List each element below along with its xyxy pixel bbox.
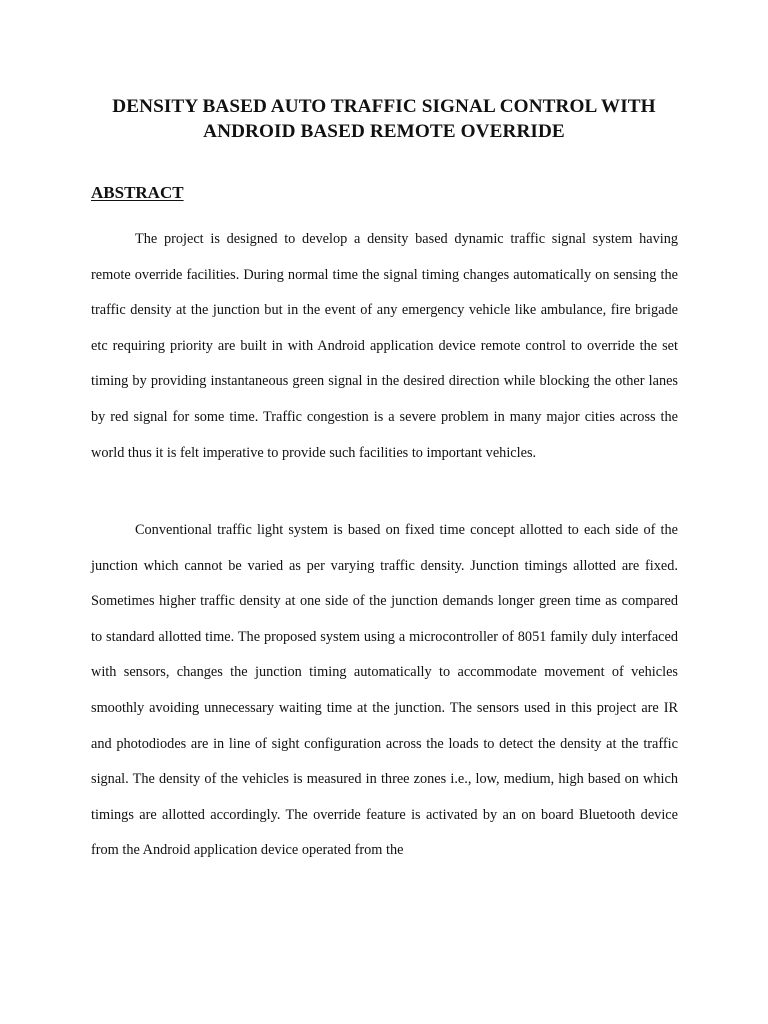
abstract-paragraph-1: The project is designed to develop a density based dynamic traffic signal system having remote override facilities. During normal time the signal timing changes automatically on sensing the traffic density at the junction but in the event of any emergency vehicle like ambulance, fire brigade etc requiring priority are built in with Android application device remote control to override the set timing by providing instantaneous green signal in the desired direction while blocking the other lanes by red signal for some time. Traffic congestion is a severe problem in many major cities across the world thus it is felt imperative to provide such facilities to important vehicles. (91, 231, 678, 461)
abstract-paragraph-2: Conventional traffic light system is based on fixed time concept allotted to each side of the junction which cannot be varied as per varying traffic density. Junction timings allotted are fixed. Sometimes higher traffic density at one side of the junction demands longer green time as compared to standard allotted time. The proposed system using a microcontroller of 8051 family duly interfaced with sensors, changes the junction timing automatically to accommodate movement of vehicles smoothly avoiding unnecessary waiting time at the junction. The sensors used in this project are IR and photodiodes are in line of sight configuration across the loads to detect the density at the traffic signal. The density of the vehicles is measured in three zones i.e., low, medium, high based on which timings are allotted accordingly. The override feature is activated by an on board Bluetooth device from the Android application device operated from the (91, 522, 678, 859)
document-title: DENSITY BASED AUTO TRAFFIC SIGNAL CONTROL WITH ANDROID BASED REMOTE OVERRIDE (112, 96, 656, 142)
abstract-heading: ABSTRACT (91, 183, 184, 202)
